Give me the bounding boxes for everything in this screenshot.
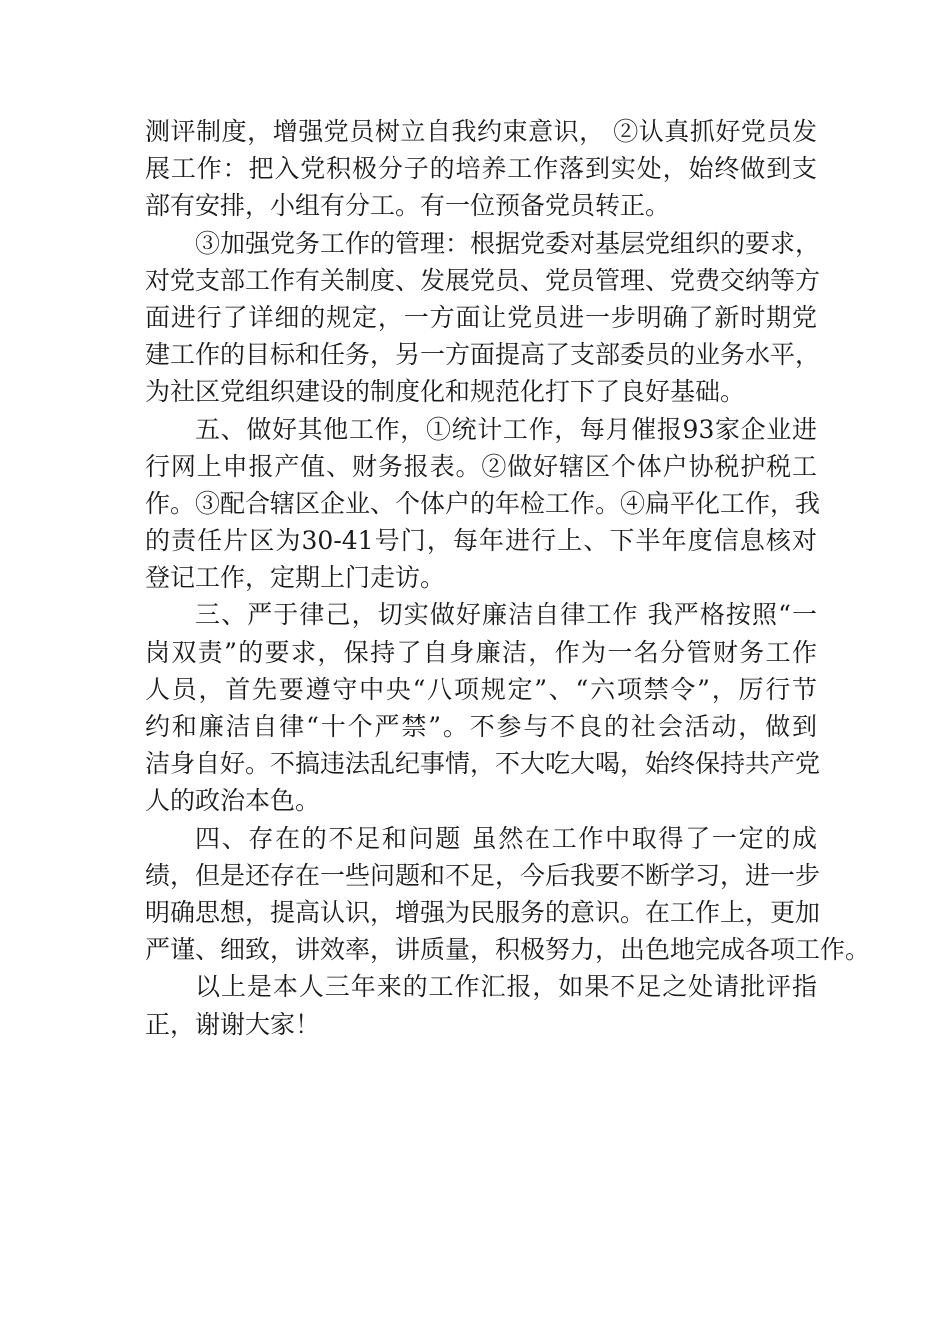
paragraph-3 — [145, 411, 821, 597]
text-line: 作。③配合辖区企业、个体户的年检工作。④扁平化工作，我 — [145, 488, 821, 518]
text-line: 约和廉洁自律“十个严禁”。不参与不良的社会活动，做到 — [145, 712, 817, 741]
text-line: 建工作的目标和任务，另一方面提高了支部委员的业务水平， — [145, 340, 821, 370]
text-line: 洁身自好。不搞违法乱纪事情，不大吃大喝，始终保持共产党 — [145, 749, 821, 779]
paragraph-2 — [145, 225, 821, 411]
text-line: 登记工作，定期上门走访。 — [145, 563, 446, 593]
text-line: 人的政治本色。 — [145, 786, 321, 816]
text-line: 部有安排，小组有分工。有一位预备党员转正。 — [145, 191, 671, 221]
text-line: 三、严于律己，切实做好廉洁自律工作 我严格按照“一 — [195, 600, 817, 630]
paragraph-6 — [145, 968, 817, 1042]
text-line: 行网上申报产值、财务报表。②做好辖区个体户协税护税工 — [145, 451, 817, 481]
text-line: 测评制度，增强党员树立自我约束意识， ②认真抓好党员发 — [145, 117, 817, 146]
document-body — [145, 113, 871, 1043]
text-line: 四、存在的不足和问题 虽然在工作中取得了一定的成 — [195, 823, 817, 853]
text-line: 以上是本人三年来的工作汇报，如果不足之处请批评指 — [195, 972, 817, 1002]
text-line: ③加强党务工作的管理：根据党委对基层党组织的要求， — [195, 228, 821, 258]
paragraph-1 — [145, 113, 817, 225]
text-line: 五、做好其他工作，①统计工作，每月催报93家企业进 — [195, 414, 817, 444]
text-line: 绩，但是还存在一些问题和不足，今后我要不断学习，进一步 — [145, 860, 821, 890]
text-line: 的责任片区为30-41号门，每年进行上、下半年度信息核对 — [145, 526, 817, 556]
text-line: 明确思想，提高认识，增强为民服务的意识。在工作上，更加 — [145, 897, 821, 927]
text-line: 展工作：把入党积极分子的培养工作落到实处，始终做到支 — [145, 154, 817, 184]
text-line: 面进行了详细的规定，一方面让党员进一步明确了新时期党 — [145, 302, 817, 332]
text-line: 正，谢谢大家！ — [145, 1009, 321, 1039]
text-line: 为社区党组织建设的制度化和规范化打下了良好基础。 — [145, 377, 746, 407]
paragraph-4 — [145, 596, 821, 819]
text-line: 人员，首先要遵守中央“八项规定”、“六项禁令”，厉行节 — [145, 674, 817, 704]
text-line: 对党支部工作有关制度、发展党员、党员管理、党费交纳等方 — [145, 265, 821, 295]
text-line: 严谨、细致，讲效率，讲质量，积极努力，出色地完成各项工作。 — [145, 935, 871, 965]
paragraph-5 — [145, 820, 871, 969]
text-line: 岗双责”的要求，保持了自身廉洁，作为一名分管财务工作 — [145, 637, 817, 667]
